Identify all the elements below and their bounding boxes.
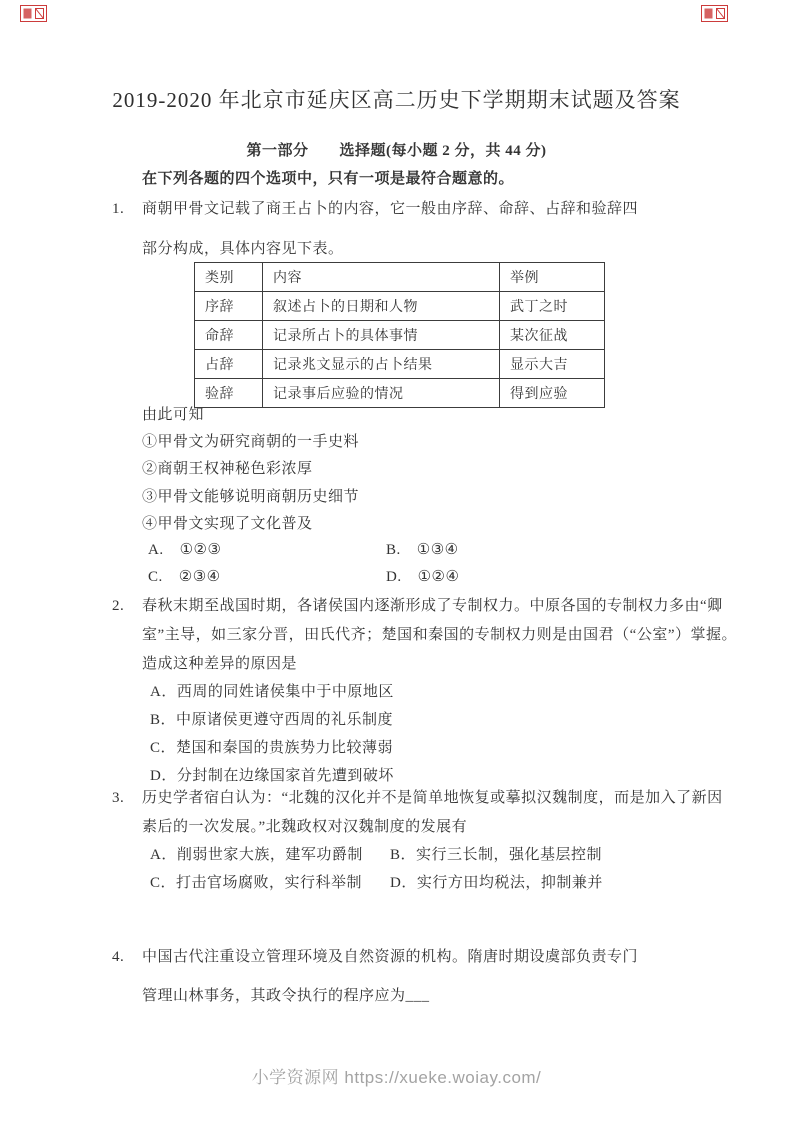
option-line-c: C．打击官场腐败，实行科举制 <box>150 875 363 891</box>
question-1-number: 1. <box>112 201 125 217</box>
question-2-number: 2. <box>112 598 125 614</box>
table-cell: 记录兆文显示的占卜结果 <box>263 350 500 379</box>
choice-label: C. <box>148 569 163 585</box>
question-4-line: 中国古代注重设立管理环境及自然资源的机构。隋唐时期设虞部负责专门 <box>142 949 639 965</box>
question-4-number: 4. <box>112 949 125 965</box>
red-stamp-icon-right <box>701 5 728 22</box>
question-3-line: 历史学者宿白认为：“北魏的汉化并不是简单地恢复或摹拟汉魏制度，而是加入了新因 <box>142 790 723 806</box>
table-cell: 命辞 <box>195 321 263 350</box>
question-1-conclusion: 由此可知 <box>142 407 205 423</box>
table-cell: 记录事后应验的情况 <box>263 379 500 408</box>
question-1-line: 部分构成，具体内容见下表。 <box>142 241 344 257</box>
choice-label: B. <box>386 542 401 558</box>
table-cell: 得到应验 <box>500 379 605 408</box>
table-header-cell: 举例 <box>500 263 605 292</box>
choice-option-a <box>148 540 221 560</box>
table-cell: 占辞 <box>195 350 263 379</box>
question-3-line: 素后的一次发展。”北魏政权对汉魏制度的发展有 <box>142 819 468 835</box>
statement-line: ②商朝王权神秘色彩浓厚 <box>142 461 313 477</box>
table-cell: 某次征战 <box>500 321 605 350</box>
question-3-number: 3. <box>112 790 125 806</box>
red-stamp-icon-left <box>20 5 47 22</box>
statement-line: ①甲骨文为研究商朝的一手史料 <box>142 434 360 450</box>
table-cell: 武丁之时 <box>500 292 605 321</box>
table-row <box>195 350 605 379</box>
table-cell: 序辞 <box>195 292 263 321</box>
oracle-bone-table <box>194 262 605 408</box>
choice-value: ①②③ <box>179 542 222 558</box>
page-title: 2019-2020 年北京市延庆区高二历史下学期期末试题及答案 <box>112 88 681 112</box>
table-cell: 显示大吉 <box>500 350 605 379</box>
option-line-b: B．中原诸侯更遵守西周的礼乐制度 <box>150 712 394 728</box>
question-2-line: 春秋末期至战国时期，各诸侯国内逐渐形成了专制权力。中原各国的专制权力多由“卿 <box>142 598 723 614</box>
choice-option-c <box>148 567 221 587</box>
option-line-b: B．实行三长制，强化基层控制 <box>390 847 603 863</box>
choice-value: ①②④ <box>417 569 460 585</box>
table-cell: 验辞 <box>195 379 263 408</box>
section-header: 第一部分 选择题(每小题 2 分，共 44 分) <box>246 143 547 159</box>
question-1-line: 商朝甲骨文记载了商王占卜的内容，它一般由序辞、命辞、占辞和验辞四 <box>142 201 639 217</box>
instruction-text: 在下列各题的四个选项中，只有一项是最符合题意的。 <box>142 171 515 187</box>
option-line-a: A．西周的同姓诸侯集中于中原地区 <box>150 684 394 700</box>
footer-site-link[interactable]: 小学资源网 https://xueke.woiay.com/ <box>251 1068 542 1087</box>
table-row <box>195 292 605 321</box>
table-header-cell: 内容 <box>263 263 500 292</box>
choice-value: ②③④ <box>178 569 221 585</box>
table-row <box>195 379 605 408</box>
table-cell: 叙述占卜的日期和人物 <box>263 292 500 321</box>
table-cell: 记录所占卜的具体事情 <box>263 321 500 350</box>
question-4-line: 管理山林事务，其政令执行的程序应为___ <box>142 988 430 1004</box>
statement-line: ③甲骨文能够说明商朝历史细节 <box>142 489 360 505</box>
option-line-d: D．分封制在边缘国家首先遭到破坏 <box>150 768 394 784</box>
option-line-a: A．削弱世家大族，建军功爵制 <box>150 847 363 863</box>
choice-label: D. <box>386 569 402 585</box>
statement-line: ④甲骨文实现了文化普及 <box>142 516 313 532</box>
choice-label: A. <box>148 542 164 558</box>
question-2-line: 室”主导，如三家分晋，田氏代齐；楚国和秦国的专制权力则是由国君（“公室”）掌握。 <box>142 627 737 643</box>
choice-option-d <box>386 567 459 587</box>
table-header-row <box>195 263 605 292</box>
option-line-d: D．实行方田均税法，抑制兼并 <box>390 875 603 891</box>
option-line-c: C．楚国和秦国的贵族势力比较薄弱 <box>150 740 394 756</box>
choice-value: ①③④ <box>416 542 459 558</box>
choice-option-b <box>386 540 459 560</box>
table-header-cell: 类别 <box>195 263 263 292</box>
table-row <box>195 321 605 350</box>
question-2-line: 造成这种差异的原因是 <box>142 656 298 672</box>
